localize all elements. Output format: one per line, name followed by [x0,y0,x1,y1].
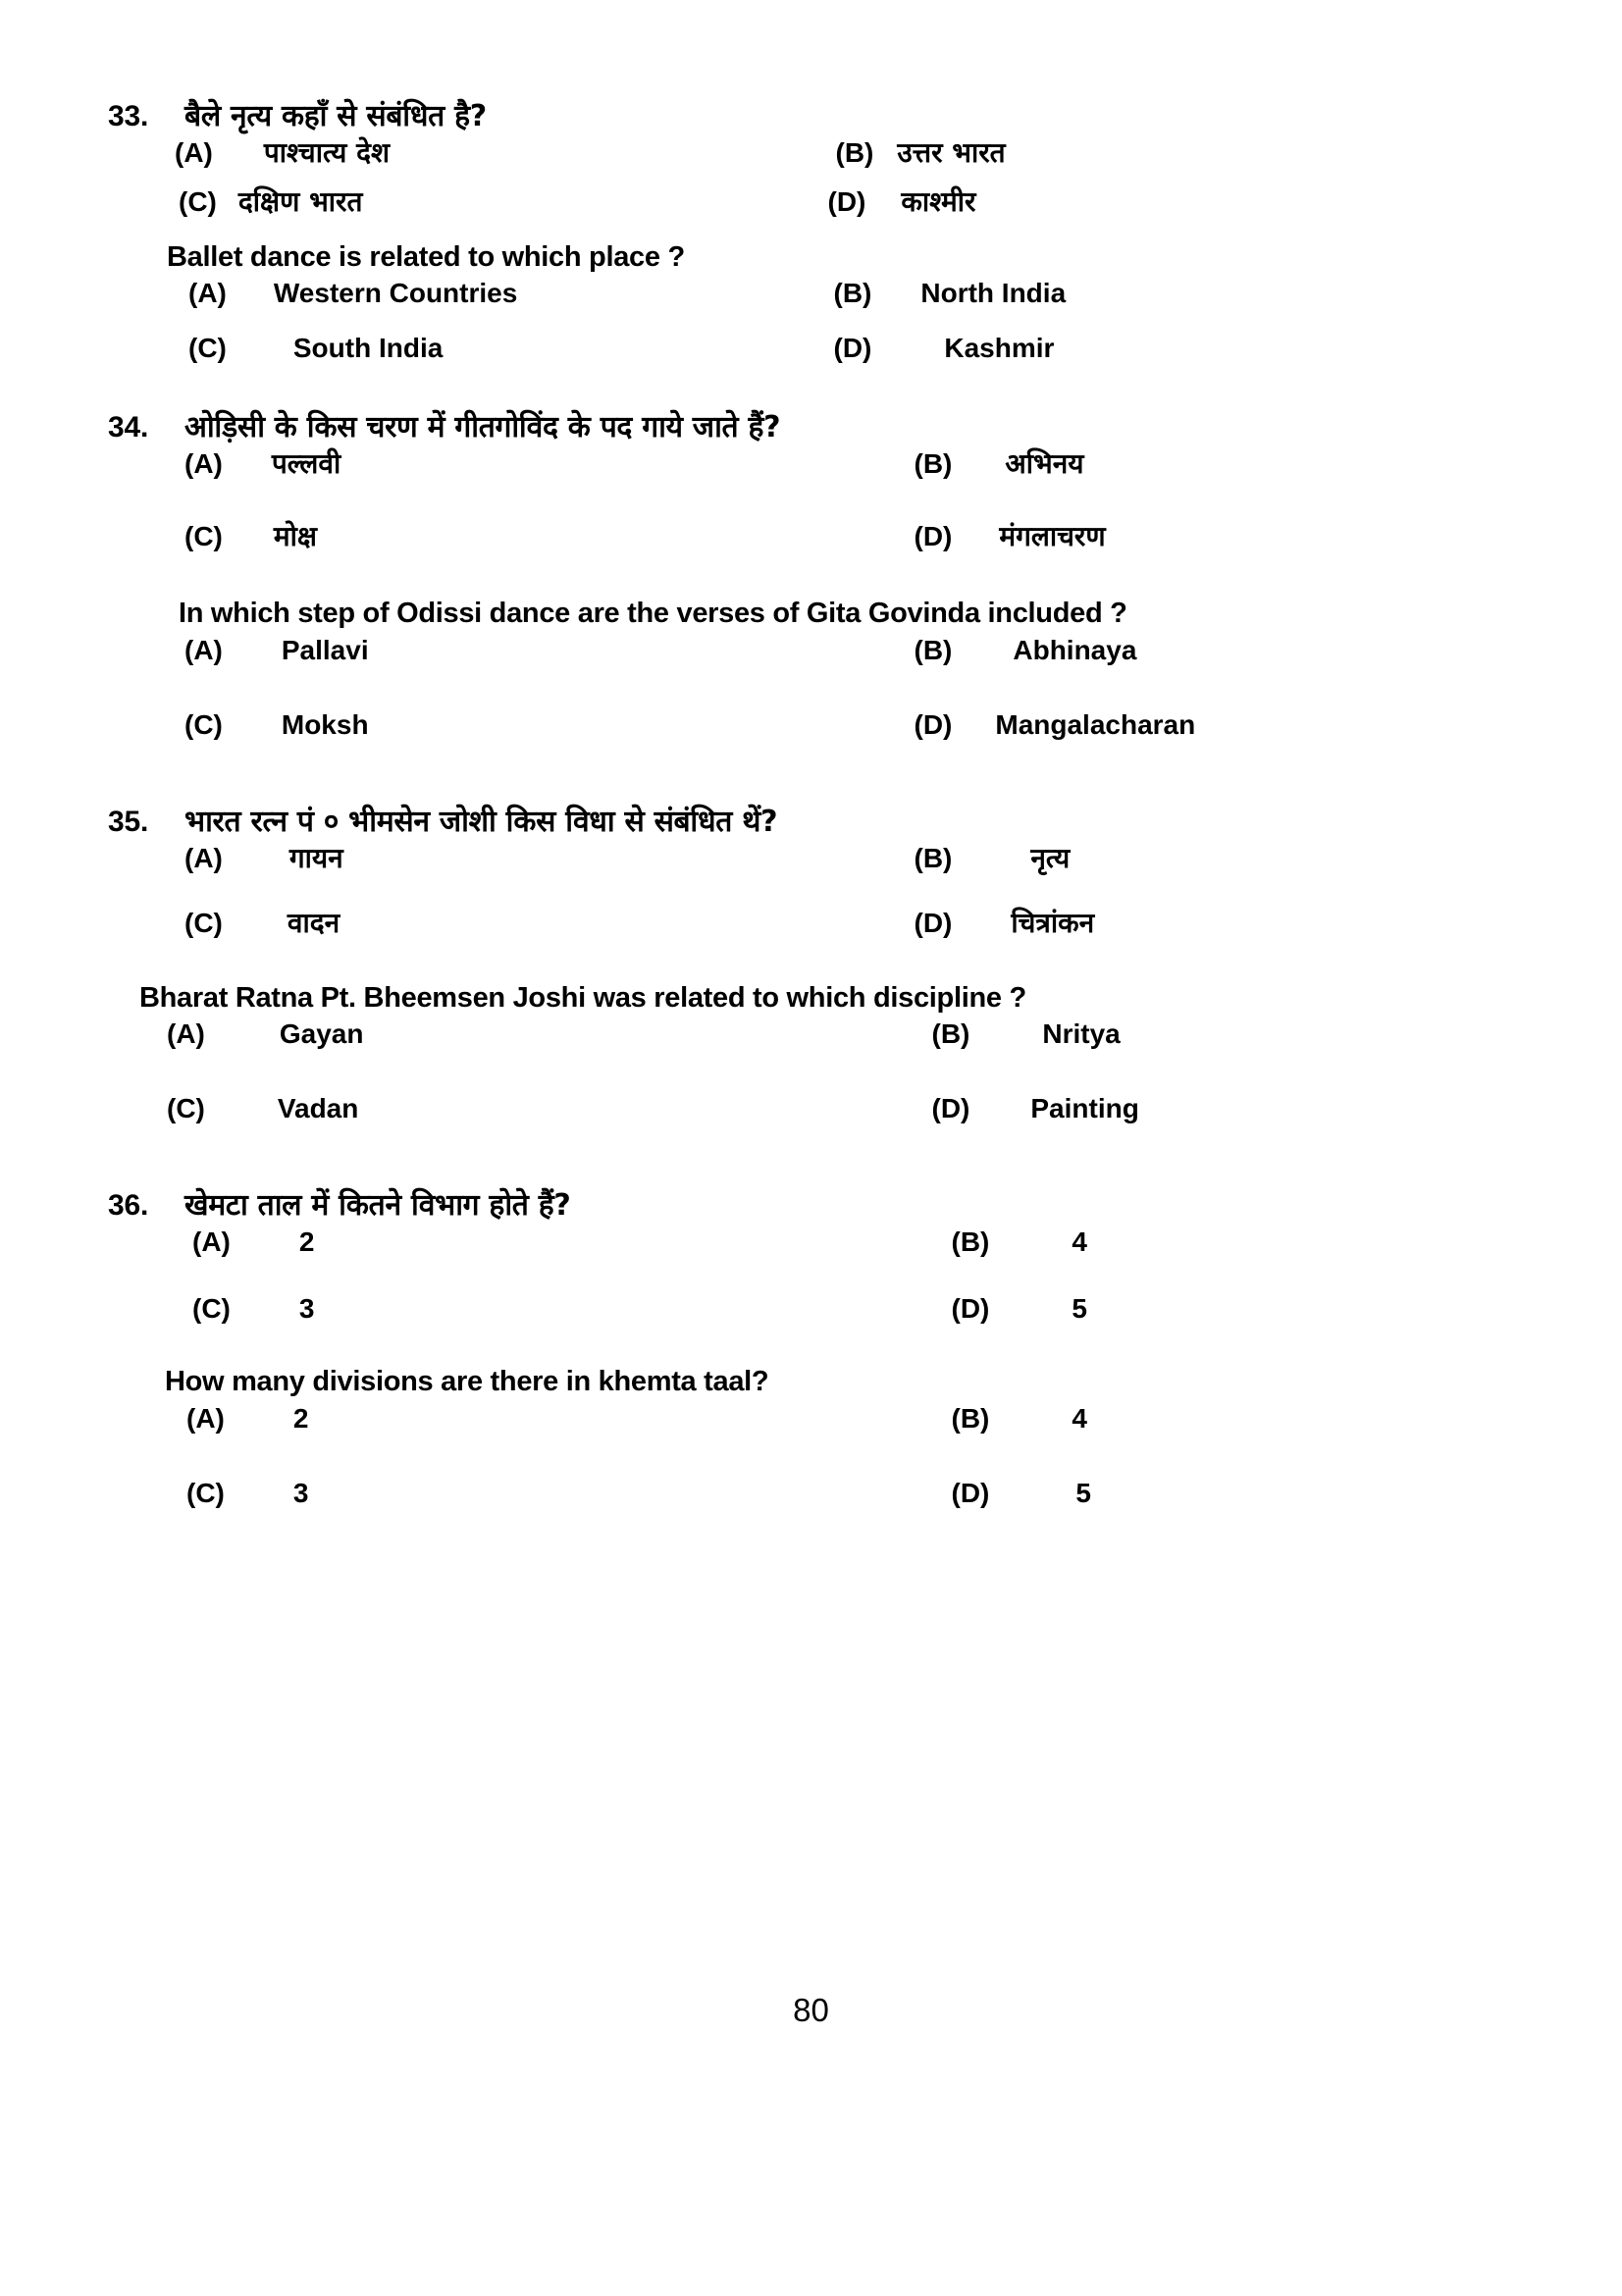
option-value: मोक्ष [273,520,317,553]
option-label: (A) [184,448,223,480]
question-33-number: 33. [108,100,149,132]
option-value: उत्तर भारत [897,135,1006,169]
question-33-hindi-text: बैले नृत्य कहाँ से संबंधित है? [184,99,487,133]
option-label: (D) [914,907,953,938]
option-label: (A) [167,1018,205,1050]
option-34-en-c[interactable] [108,707,807,782]
option-34-hi-b[interactable] [807,446,1505,519]
option-33-en-d[interactable] [807,331,1505,386]
option-label: (D) [931,1093,970,1124]
question-block-33 [108,98,1504,386]
option-34-en-b[interactable] [807,633,1505,707]
question-35-english-options [108,1017,1504,1166]
option-33-hi-d[interactable] [807,184,1505,234]
question-34-hindi-text: ओड़िसी के किस चरण में गीतगोविंद के पद गाये जाते हैं? [184,410,781,445]
option-value: पाश्चात्य देश [263,135,390,169]
option-value: North India [920,278,1067,309]
option-35-en-d[interactable] [807,1091,1505,1166]
option-label: (D) [914,521,953,552]
option-value: वादन [287,906,340,939]
option-value: पल्लवी [271,447,341,481]
option-value: 5 [1075,1477,1091,1508]
option-value: 4 [1072,1226,1087,1258]
option-36-hi-c[interactable] [108,1291,807,1358]
question-36-hindi-text: खेमटा ताल में कितने विभाग होते हैं? [184,1188,571,1224]
option-label: (C) [167,1093,205,1124]
option-36-en-c[interactable] [108,1476,807,1550]
option-35-en-a[interactable] [108,1017,807,1091]
option-33-hi-b[interactable] [807,135,1505,184]
option-label: (C) [192,1293,231,1325]
option-label: (D) [833,333,872,364]
option-36-en-a[interactable] [108,1401,807,1476]
question-35-hindi-text: भारत रत्न पं ० भीमसेन जोशी किस विधा से संबंधित थें? [184,804,778,839]
option-label: (B) [951,1402,990,1434]
option-value: Kashmir [944,333,1055,364]
option-35-en-c[interactable] [108,1091,807,1166]
question-34-english-text: In which step of Odissi dance are the verses of Gita Govinda included ? [179,598,1127,630]
option-value: South India [292,333,444,364]
question-35-number: 35. [108,805,149,838]
option-label: (A) [188,278,227,309]
option-value: मंगलाचरण [999,520,1106,553]
option-36-en-d[interactable] [807,1476,1505,1550]
option-35-hi-c[interactable] [108,906,807,970]
option-label: (D) [914,708,953,740]
option-value: Painting [1030,1093,1139,1124]
option-value: गायन [288,841,343,874]
option-value: 5 [1072,1293,1087,1325]
question-36-english-options [108,1401,1504,1550]
option-value: अभिनय [1005,447,1084,481]
option-label: (C) [179,185,217,217]
option-34-hi-c[interactable] [108,519,807,592]
option-36-hi-d[interactable] [807,1291,1505,1358]
option-36-hi-b[interactable] [807,1225,1505,1291]
option-value: चित्रांकन [1011,906,1095,939]
option-34-en-d[interactable] [807,707,1505,782]
option-36-hi-a[interactable] [108,1225,807,1291]
option-label: (B) [951,1226,990,1258]
option-label: (C) [184,708,223,740]
option-label: (B) [835,136,874,168]
question-35-hindi-heading [108,804,1504,841]
question-34-hindi-options [108,446,1504,592]
option-label: (C) [186,1477,225,1508]
question-33-hindi-heading [108,98,1504,135]
question-33-hindi-options [108,135,1504,234]
option-label: (B) [931,1018,970,1050]
option-value: दक्षिण भारत [237,184,363,218]
option-value: काश्मीर [901,184,976,218]
option-label: (D) [951,1477,990,1508]
question-36-hindi-heading [108,1187,1504,1225]
option-label: (B) [833,278,872,309]
option-label: (A) [175,136,213,168]
option-label: (C) [184,521,223,552]
option-label: (B) [914,448,953,480]
option-value: Mangalacharan [995,708,1196,740]
option-34-hi-a[interactable] [108,446,807,519]
question-33-english-text: Ballet dance is related to which place ? [167,240,685,273]
option-label: (A) [186,1402,225,1434]
option-value: Gayan [279,1018,364,1050]
option-label: (D) [827,185,866,217]
option-value: Nritya [1042,1018,1121,1050]
option-label: (C) [188,333,227,364]
option-33-en-a[interactable] [108,276,807,331]
option-label: (B) [914,634,953,665]
option-value: 3 [292,1477,309,1508]
question-33-english-options [108,276,1504,386]
question-34-english-options [108,633,1504,782]
question-35-hindi-options [108,841,1504,970]
option-35-hi-b[interactable] [807,841,1505,906]
question-block-36 [108,1187,1504,1549]
question-36-english-text: How many divisions are there in khemta taal? [165,1366,769,1398]
option-label: (A) [184,842,223,873]
option-value: Western Countries [273,278,518,309]
option-label: (A) [184,634,223,665]
option-label: (D) [951,1293,990,1325]
option-value: 3 [298,1293,315,1325]
question-34-hindi-heading [108,409,1504,446]
option-label: (A) [192,1226,231,1258]
page-number: 80 [793,1992,829,2028]
option-33-hi-a[interactable] [108,135,807,184]
option-value: Moksh [281,708,369,740]
option-35-hi-a[interactable] [108,841,807,906]
option-value: 4 [1072,1402,1087,1434]
question-36-number: 36. [108,1189,149,1223]
option-34-hi-d[interactable] [807,519,1505,592]
question-block-35 [108,804,1504,1166]
option-value: Abhinaya [1013,634,1137,665]
option-value: 2 [298,1226,315,1258]
question-36-hindi-options [108,1225,1504,1358]
option-33-en-c[interactable] [108,331,807,386]
option-36-en-b[interactable] [807,1401,1505,1476]
option-label: (B) [914,842,953,873]
option-value: नृत्य [1030,841,1071,874]
option-35-hi-d[interactable] [807,906,1505,970]
option-34-en-a[interactable] [108,633,807,707]
option-label: (C) [184,907,223,938]
question-block-34 [108,409,1504,781]
option-value: 2 [292,1402,309,1434]
option-35-en-b[interactable] [807,1017,1505,1091]
option-33-en-b[interactable] [807,276,1505,331]
option-33-hi-c[interactable] [108,184,807,234]
option-value: Vadan [277,1093,359,1124]
option-value: Pallavi [281,634,369,665]
question-34-number: 34. [108,411,149,444]
question-35-english-text: Bharat Ratna Pt. Bheemsen Joshi was related to which discipline ? [139,981,1026,1014]
